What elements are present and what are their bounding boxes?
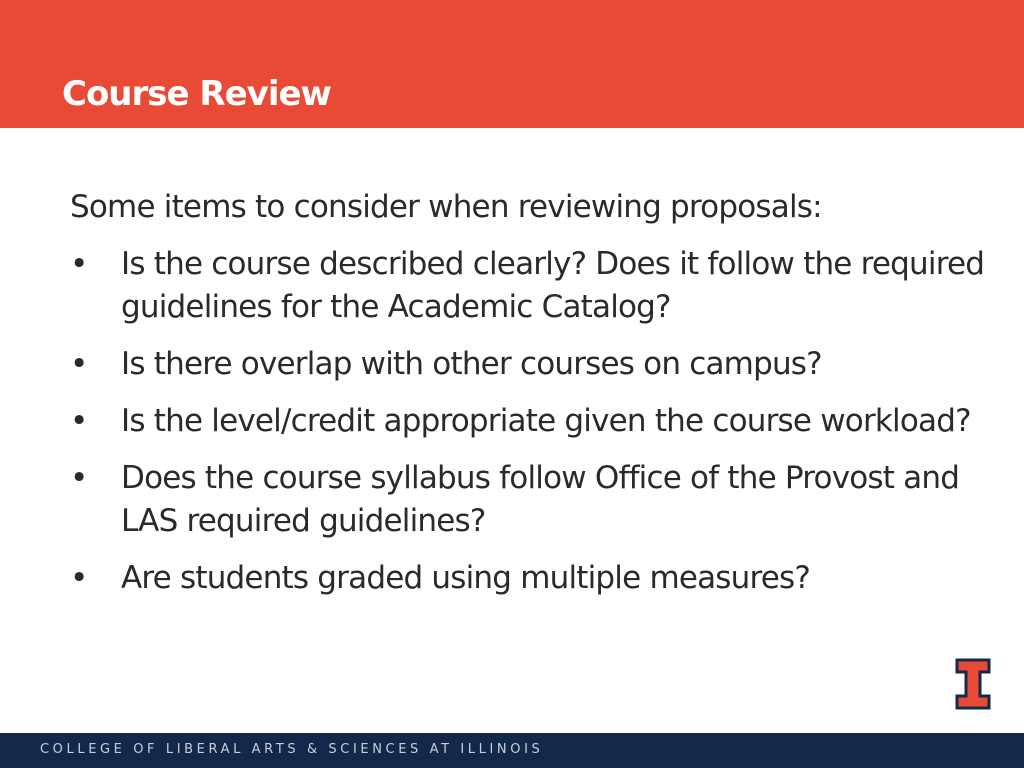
bullet-item	[70, 557, 990, 600]
slide-title: Course Review	[62, 74, 331, 114]
bullet-item	[70, 457, 990, 543]
bullet-text: Is the course described clearly? Does it follow the required guidelines for the Academic Catalog?	[121, 246, 985, 325]
intro-text: Some items to consider when reviewing proposals:	[70, 189, 822, 225]
bullet-text: Are students graded using multiple measures?	[121, 560, 811, 596]
bullet-dot-icon: •	[70, 346, 88, 382]
footer-text: COLLEGE OF LIBERAL ARTS & SCIENCES AT ILLINOIS	[40, 742, 544, 757]
bullet-item	[70, 400, 990, 443]
slide-content	[70, 186, 990, 614]
bullet-dot-icon: •	[70, 246, 88, 282]
block-i-shape	[957, 660, 989, 708]
bullet-text: Is the level/credit appropriate given the course workload?	[121, 403, 971, 439]
bullet-text: Does the course syllabus follow Office of the Provost and LAS required guidelines?	[121, 460, 960, 539]
bullet-dot-icon: •	[70, 403, 88, 439]
block-i-logo-icon	[955, 658, 991, 710]
bullet-dot-icon: •	[70, 560, 88, 596]
bullet-item	[70, 243, 990, 329]
bullet-dot-icon: •	[70, 460, 88, 496]
bullet-text: Is there overlap with other courses on campus?	[121, 346, 822, 382]
bullet-list	[70, 243, 990, 600]
footer-band	[0, 733, 1024, 768]
header-band	[0, 0, 1024, 128]
bullet-item	[70, 343, 990, 386]
